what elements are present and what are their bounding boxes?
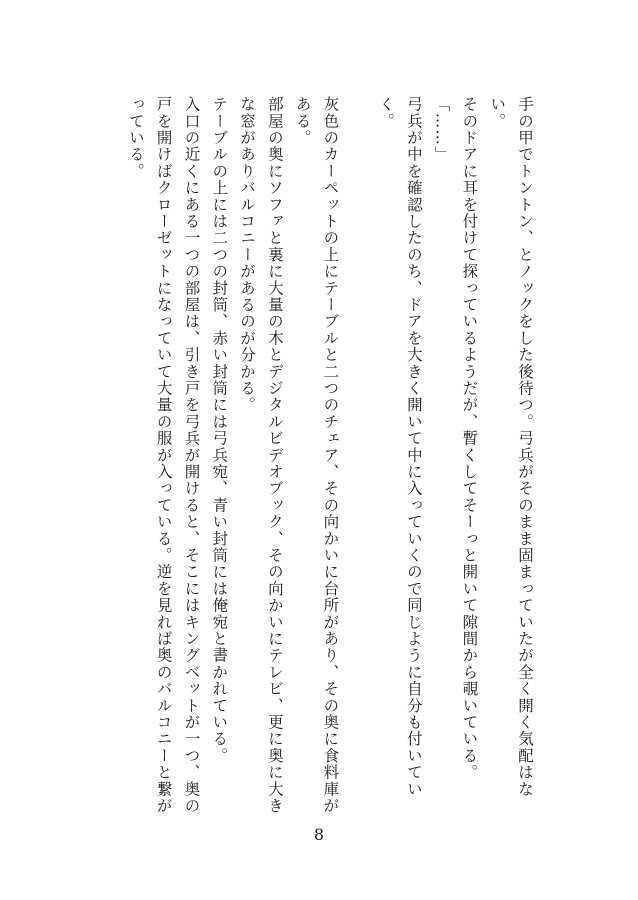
paragraph: 手の甲でトントン、とノックをした後待つ。弓兵がそのまま固まっていたが全く開く気配はない。 — [488, 96, 534, 798]
paragraph: 部屋の奥にソファと裏に大量の木とデジタルビデオブック、その向かいにテレビ、更に奥に大きな窓がありバルコニーがあるのが分かる。 — [238, 96, 284, 815]
paragraph: 灰色のカーペットの上にテーブルと二つのチェア、その向かいに台所があり、その奥に食料庫がある。 — [293, 96, 340, 815]
blank-line — [343, 96, 371, 816]
paragraph-dialogue: 「……」 — [432, 96, 451, 163]
paragraph: 入口の近くにある一つの部屋は、引き戸を弓兵が開けると、そこにはキングベットが一つ、奥の戸を開けばクローゼットになっていて大量の服が入っている。逆を見れば奥のバルコニーと繋がっている。 — [126, 96, 201, 815]
paragraph: 弓兵が中を確認したのち、ドアを大きく開いて中に入っていくので同じように自分も付いていく。 — [377, 96, 423, 798]
paragraph: テーブルの上には二つの封筒、赤い封筒には弓兵宛、青い封筒には俺宛と書かれている。 — [210, 96, 229, 764]
page-number: 8 — [313, 825, 325, 844]
paragraph: そのドアに耳を付けて探っているようだが、暫くしてそーっと開いて隙間から覗いている。 — [460, 96, 479, 781]
vertical-body-text — [98, 96, 538, 816]
